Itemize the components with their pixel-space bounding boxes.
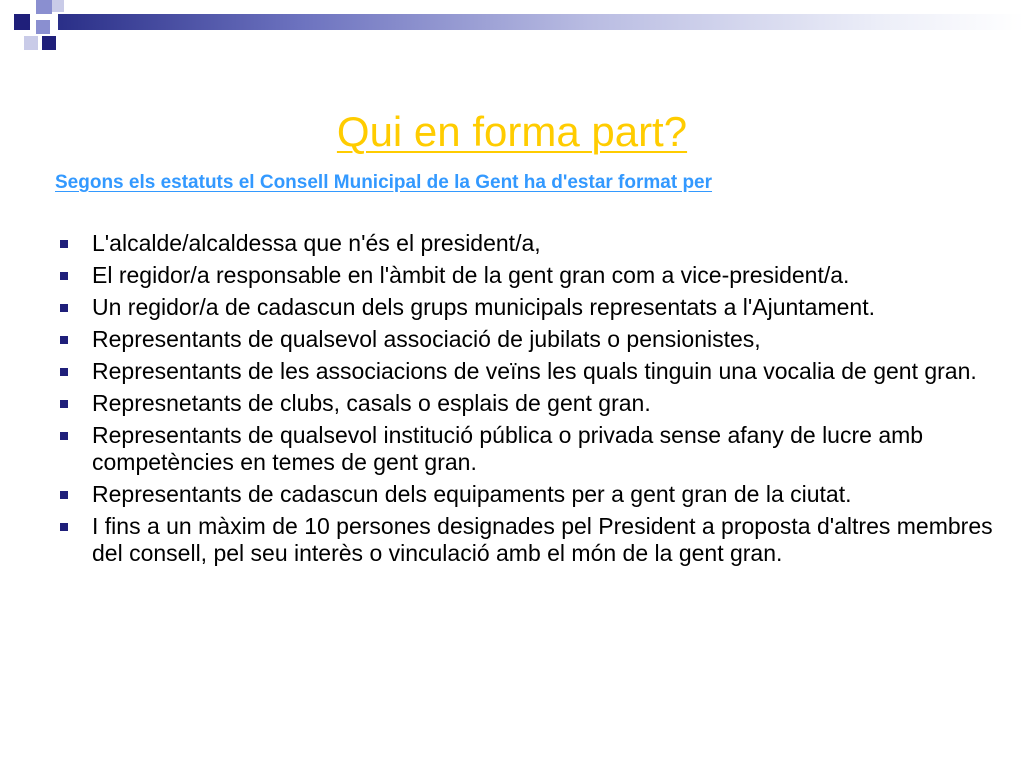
list-item-text: Represnetants de clubs, casals o esplais de gent gran. [92, 390, 651, 416]
decorative-squares-icon [0, 0, 1024, 60]
list-item [54, 422, 1004, 476]
list-item [54, 513, 1004, 567]
list-item [54, 481, 1004, 508]
square-bullet-icon [60, 432, 68, 440]
list-item-text: Representants de les associacions de veïns les quals tinguin una vocalia de gent gran. [92, 358, 977, 384]
list-item-text: Un regidor/a de cadascun dels grups municipals representats a l'Ajuntament. [92, 294, 875, 320]
square-bullet-icon [60, 336, 68, 344]
list-item-text: Representants de qualsevol institució pública o privada sense afany de lucre amb competències en temes de gent gran. [92, 422, 924, 475]
square-bullet-icon [60, 304, 68, 312]
list-item-text: I fins a un màxim de 10 persones designades pel President a proposta d'altres membres del consell, pel seu interès o vinculació amb el món de la gent gran. [92, 513, 993, 566]
square-bullet-icon [60, 272, 68, 280]
bullet-list [54, 230, 1004, 572]
square-bullet-icon [60, 368, 68, 376]
list-item-text: El regidor/a responsable en l'àmbit de la gent gran com a vice-president/a. [92, 262, 850, 288]
slide-title: Qui en forma part? [336, 108, 688, 155]
list-item [54, 230, 1004, 257]
square-bullet-icon [60, 240, 68, 248]
square-bullet-icon [60, 523, 68, 531]
list-item [54, 358, 1004, 385]
list-item [54, 326, 1004, 353]
square-bullet-icon [60, 400, 68, 408]
list-item [54, 294, 1004, 321]
list-item-text: L'alcalde/alcaldessa que n'és el president/a, [92, 230, 541, 256]
square-bullet-icon [60, 491, 68, 499]
list-item-text: Representants de qualsevol associació de jubilats o pensionistes, [92, 326, 761, 352]
list-item-text: Representants de cadascun dels equipaments per a gent gran de la ciutat. [92, 481, 852, 507]
slide-subtitle: Segons els estatuts el Consell Municipal de la Gent ha d'estar format per [55, 172, 713, 193]
list-item [54, 390, 1004, 417]
list-item [54, 262, 1004, 289]
